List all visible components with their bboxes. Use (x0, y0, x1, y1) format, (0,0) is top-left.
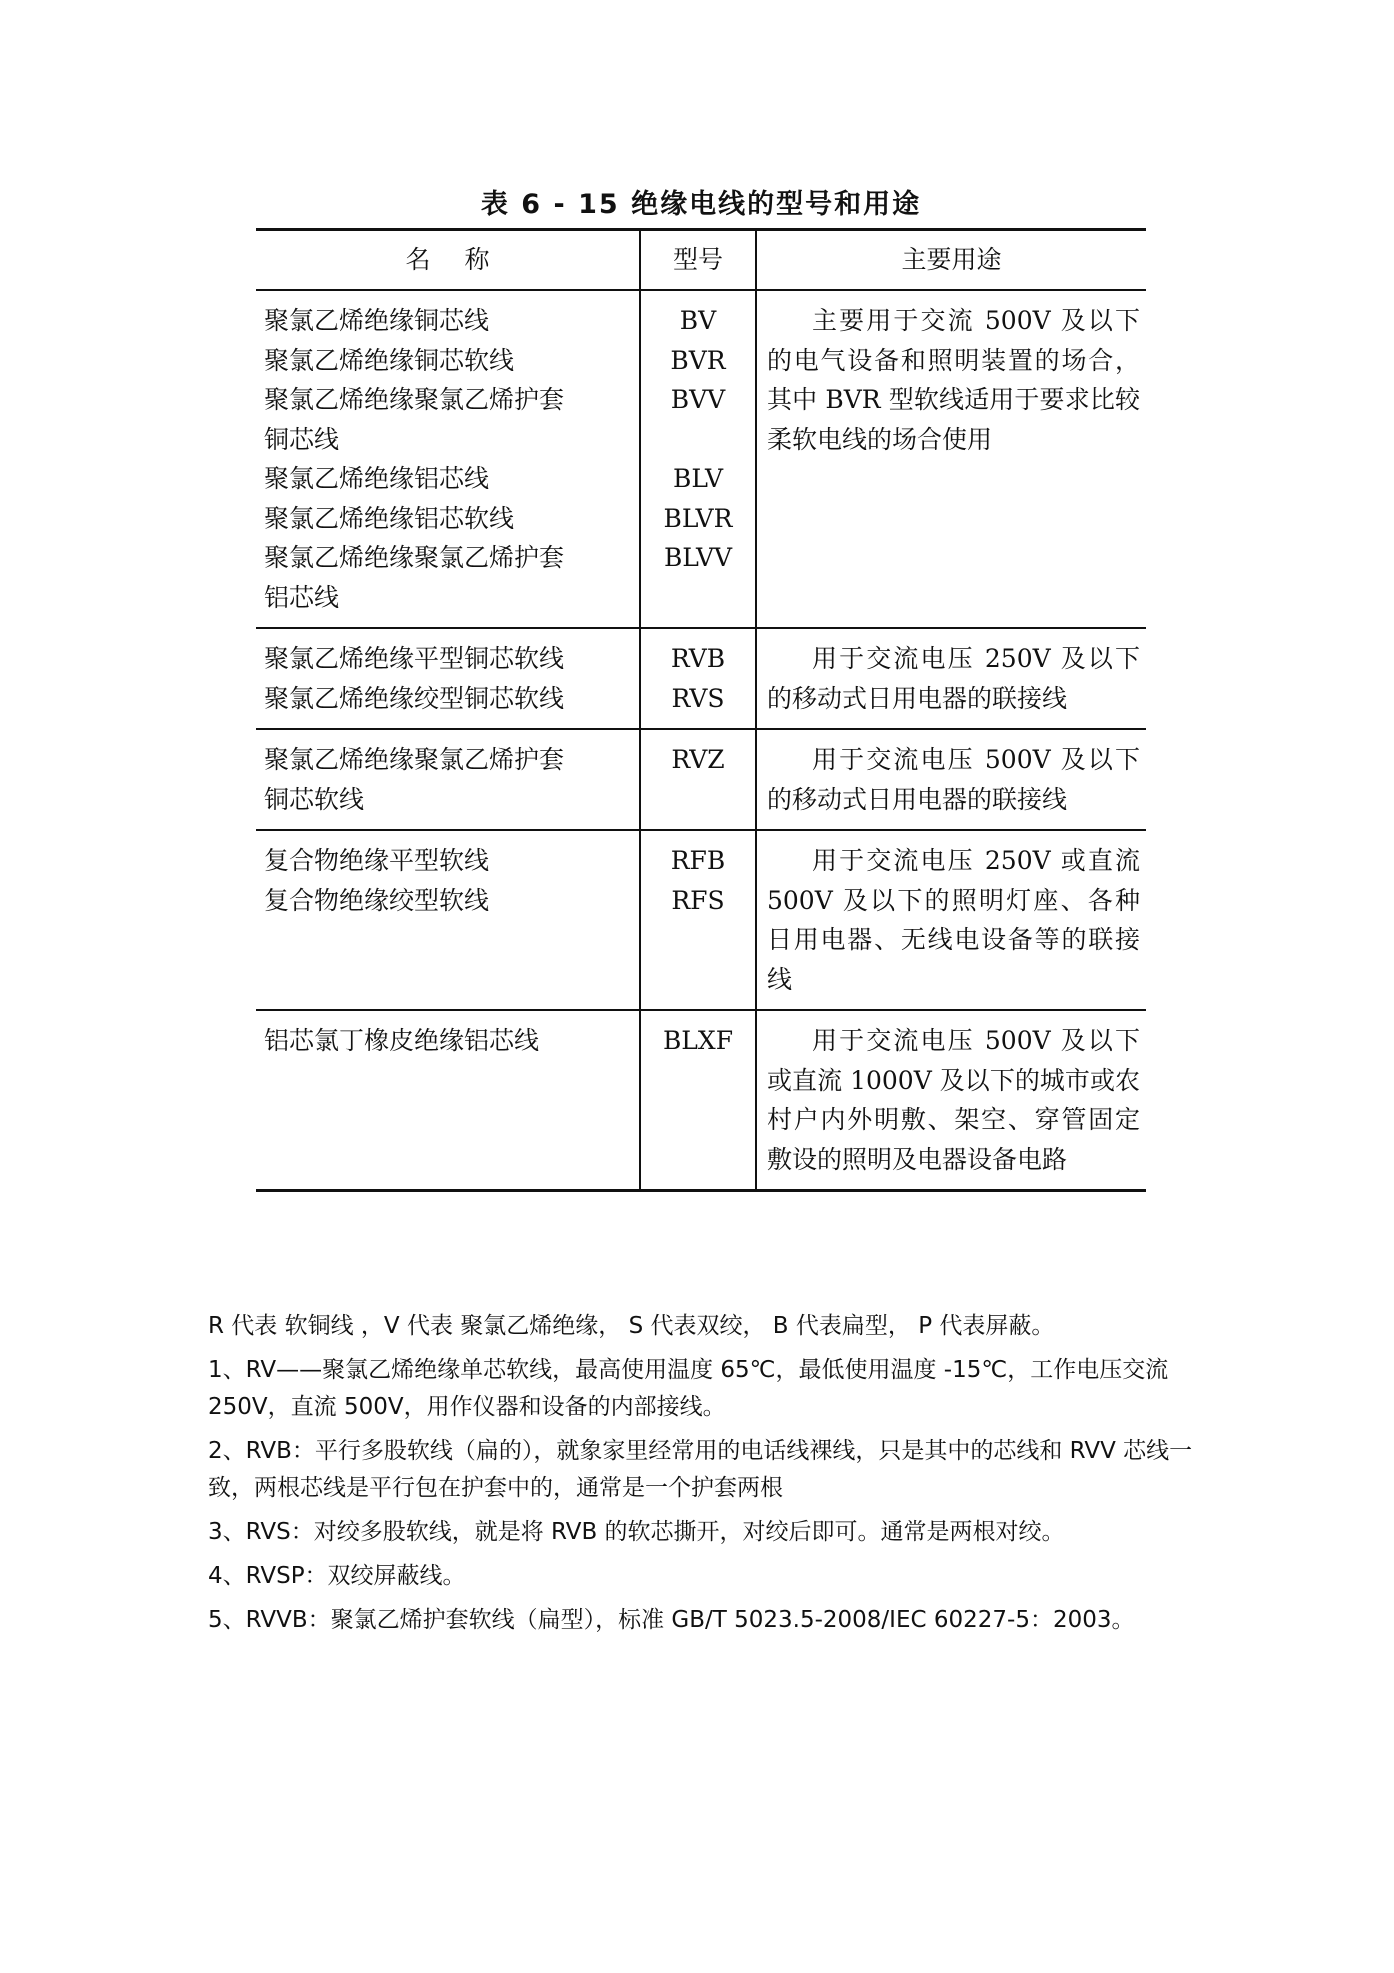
note-paragraph: 2、RVB：平行多股软线（扁的），就象家里经常用的电话线裸线，只是其中的芯线和 RVV 芯线一致，两根芯线是平行包在护套中的，通常是一个护套两根 (208, 1438, 1193, 1501)
purpose-cell: 用于交流电压 500V 及以下的移动式日用电器的联接线 (756, 729, 1146, 830)
wire-model: RVS (671, 683, 725, 713)
header-model: 型号 (640, 230, 756, 291)
name-cell (256, 290, 640, 628)
wire-model: BVR (670, 345, 726, 375)
name-cell (256, 1010, 640, 1191)
wire-name: 聚氯乙烯绝缘聚氯乙烯护套 (264, 543, 565, 572)
wire-name: 铝芯线 (264, 582, 340, 612)
wire-name: 聚氯乙烯绝缘铝芯软线 (264, 503, 515, 533)
wire-model: BVV (670, 385, 726, 414)
wire-model: BLXF (662, 1026, 734, 1055)
wire-model: RFB (670, 846, 726, 875)
wire-name: 聚氯乙烯绝缘铜芯线 (264, 306, 490, 335)
wire-name: 铜芯线 (264, 424, 340, 454)
note-paragraph: 1、RV——聚氯乙烯绝缘单芯软线，最高使用温度 65℃，最低使用温度 -15℃，工作电压交流 250V，直流 500V，用作仪器和设备的内部接线。 (208, 1357, 1169, 1420)
table-row (256, 1010, 1146, 1191)
purpose-cell: 用于交流电压 250V 及以下的移动式日用电器的联接线 (756, 628, 1146, 729)
wire-model: RVZ (671, 745, 725, 774)
table-row (256, 290, 1146, 628)
wire-name: 聚氯乙烯绝缘聚氯乙烯护套 (264, 745, 565, 774)
notes-section (208, 1308, 1198, 1646)
name-cell (256, 628, 640, 729)
wire-name: 铜芯软线 (264, 784, 365, 814)
table-title: 表 6 - 15 绝缘电线的型号和用途 (480, 189, 922, 220)
wire-name: 聚氯乙烯绝缘铜芯软线 (264, 345, 515, 375)
table-row (256, 830, 1146, 1010)
note-paragraph: R 代表 软铜线 ，V 代表 聚氯乙烯绝缘， S 代表双绞， B 代表扁型， P 代表屏蔽。 (208, 1313, 1055, 1339)
wire-name: 复合物绝缘平型软线 (264, 846, 490, 875)
wire-name: 聚氯乙烯绝缘平型铜芯软线 (264, 644, 565, 673)
model-cell (640, 1010, 756, 1191)
model-cell (640, 729, 756, 830)
name-cell (256, 729, 640, 830)
note-paragraph: 4、RVSP：双绞屏蔽线。 (208, 1563, 466, 1589)
wire-spec-table (256, 228, 1146, 1192)
header-name: 名称 (256, 230, 640, 291)
note-paragraph: 5、RVVB：聚氯乙烯护套软线（扁型），标准 GB/T 5023.5-2008/IEC 60227-5：2003。 (208, 1607, 1135, 1633)
purpose-cell: 用于交流电压 500V 及以下或直流 1000V 及以下的城市或农村户内外明敷、架空、穿管固定敷设的照明及电器设备电路 (756, 1010, 1146, 1191)
wire-model: BLVV (663, 543, 733, 572)
wire-name: 聚氯乙烯绝缘绞型铜芯软线 (264, 683, 565, 713)
model-cell (640, 830, 756, 1010)
header-purpose: 主要用途 (756, 230, 1146, 291)
wire-model: BLV (672, 464, 724, 493)
wire-model: BLVR (663, 503, 733, 533)
wire-name: 铝芯氯丁橡皮绝缘铝芯线 (264, 1026, 540, 1055)
model-cell (640, 628, 756, 729)
wire-model: BV (679, 306, 717, 335)
table-header-row (256, 230, 1146, 291)
purpose-cell: 用于交流电压 250V 或直流 500V 及以下的照明灯座、各种日用电器、无线电设备等的联接线 (756, 830, 1146, 1010)
table-row (256, 628, 1146, 729)
wire-model: RFS (671, 885, 725, 915)
wire-name: 聚氯乙烯绝缘铝芯线 (264, 464, 490, 493)
model-cell (640, 290, 756, 628)
wire-name: 复合物绝缘绞型软线 (264, 885, 490, 915)
wire-name: 聚氯乙烯绝缘聚氯乙烯护套 (264, 385, 565, 414)
purpose-cell: 主要用于交流 500V 及以下的电气设备和照明装置的场合，其中 BVR 型软线适用于要求比较柔软电线的场合使用 (756, 290, 1146, 628)
wire-model (641, 420, 755, 460)
note-paragraph: 3、RVS：对绞多股软线，就是将 RVB 的软芯撕开，对绞后即可。通常是两根对绞。 (208, 1519, 1065, 1545)
wire-model: RVB (670, 644, 726, 673)
name-cell (256, 830, 640, 1010)
table-row (256, 729, 1146, 830)
